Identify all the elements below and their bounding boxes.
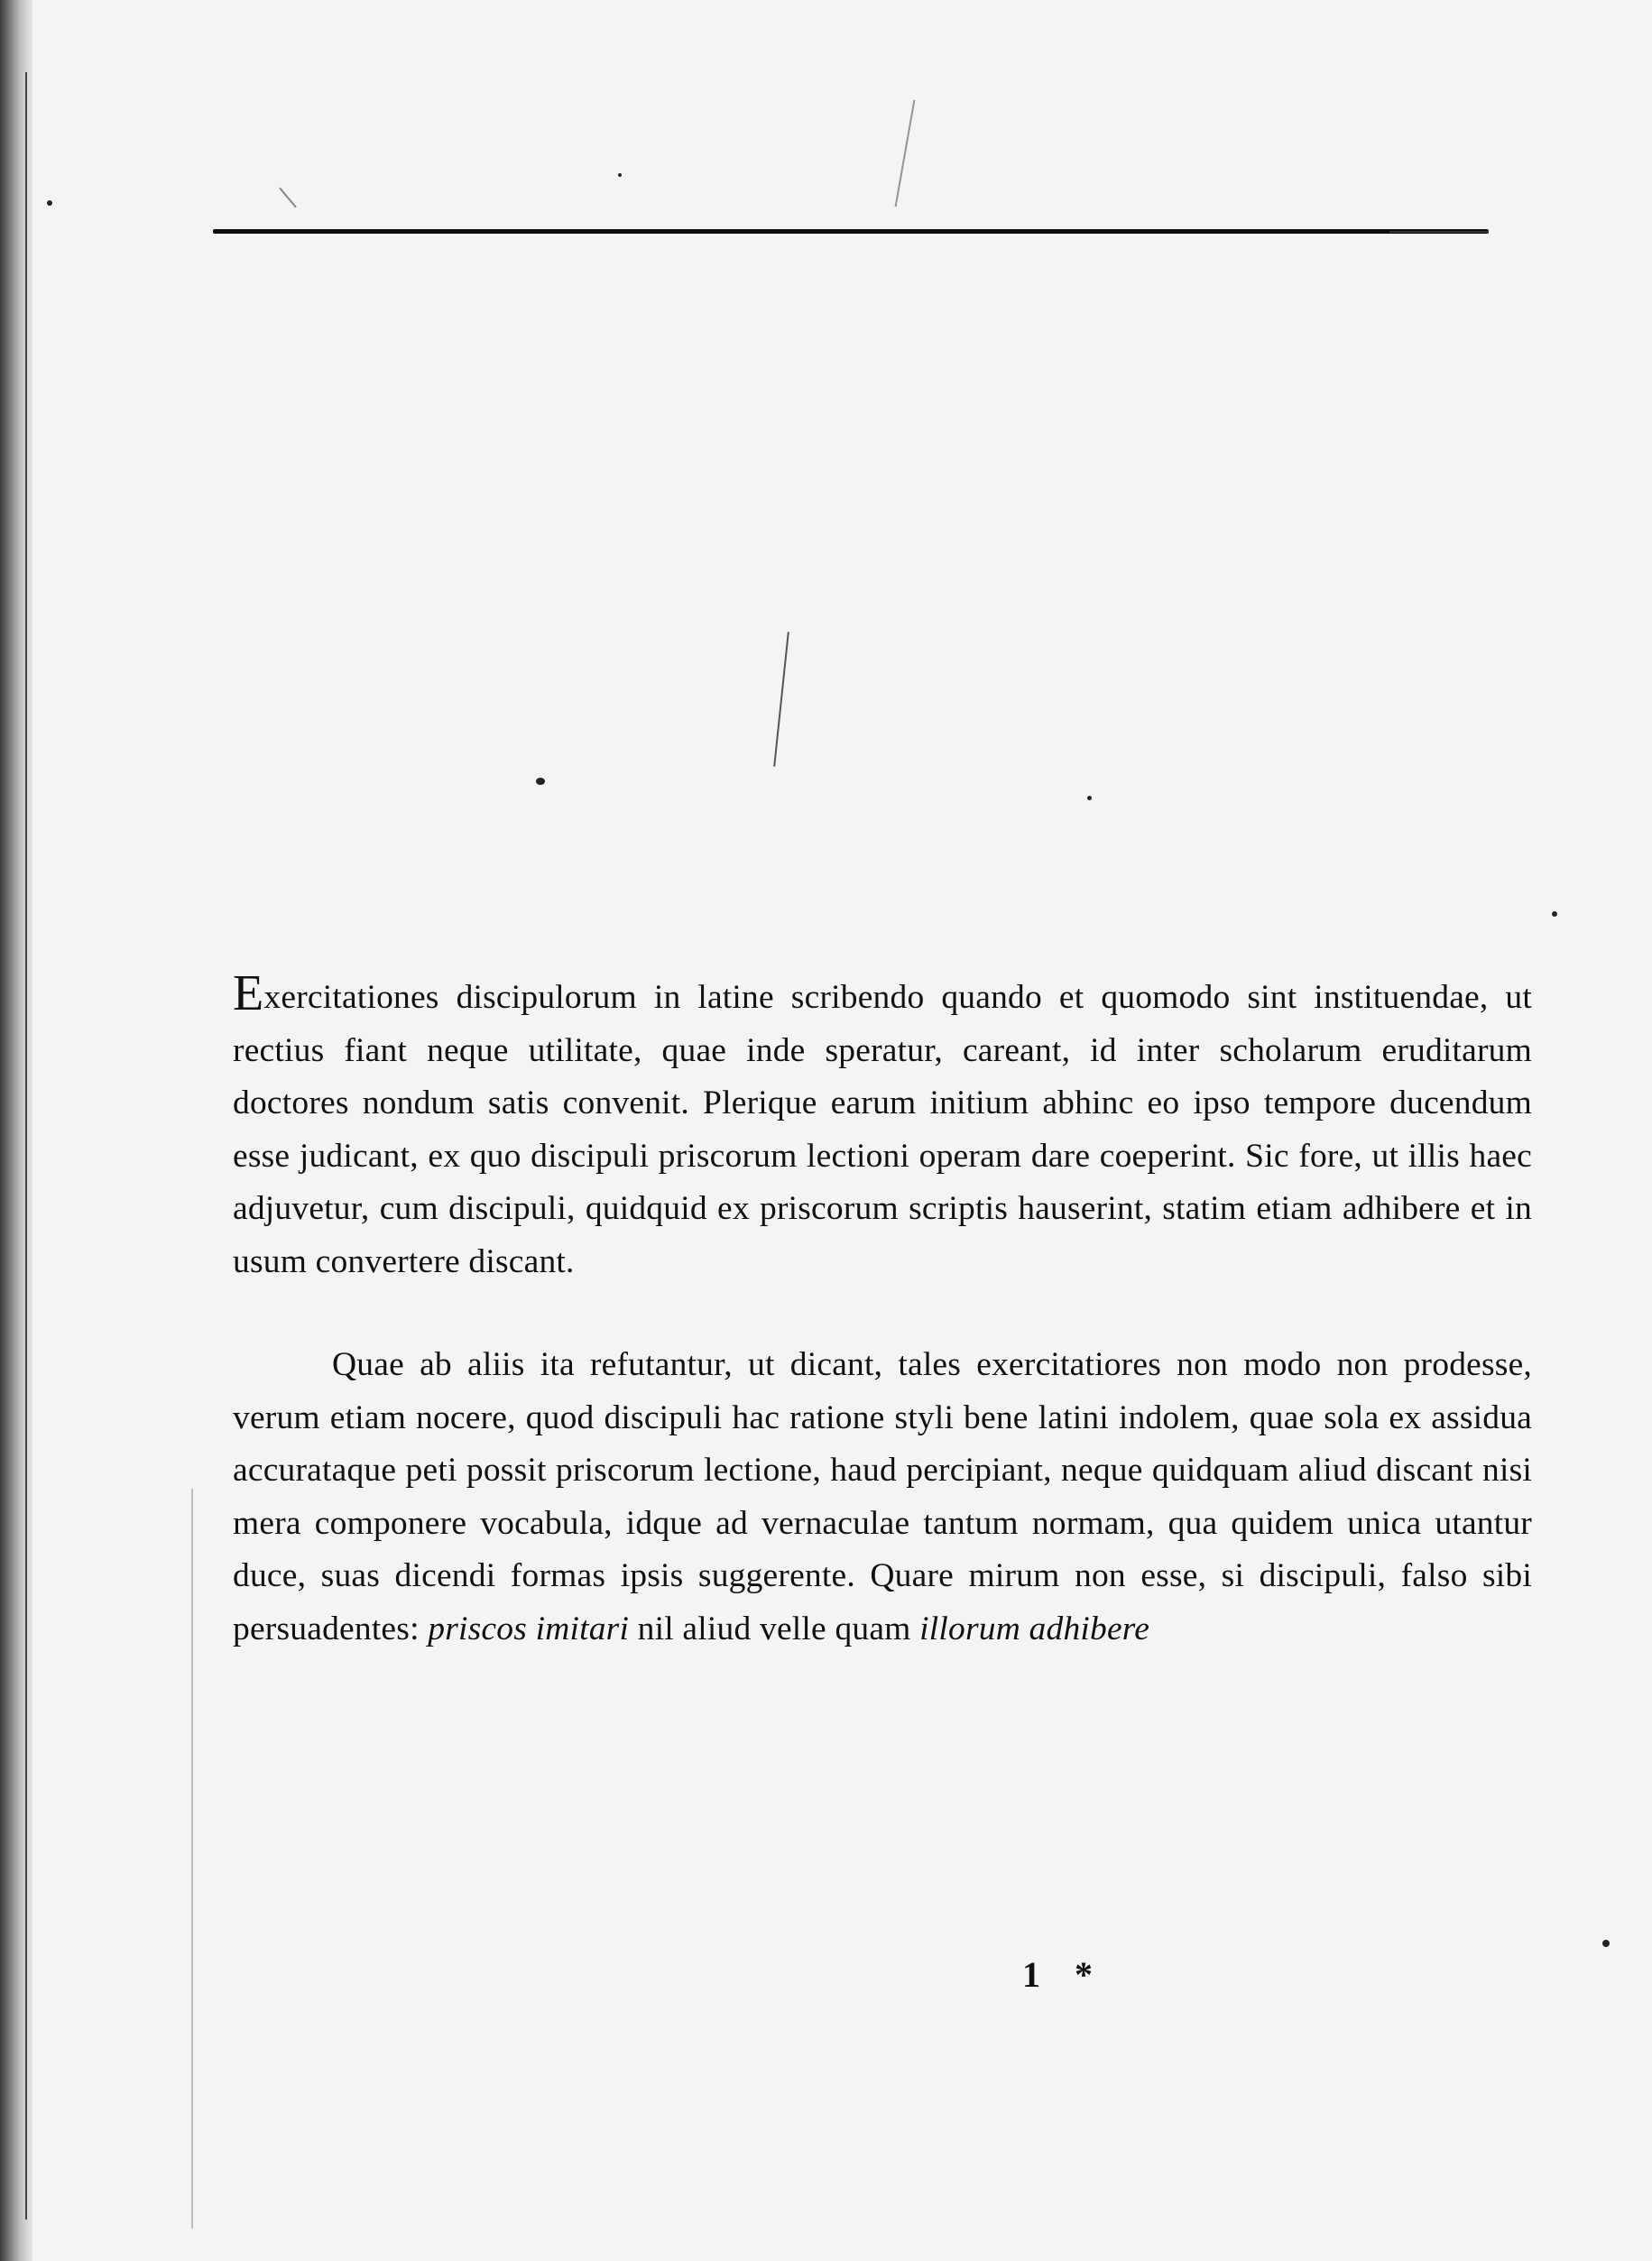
scan-speck: [618, 173, 622, 177]
paragraph-1: [233, 965, 1532, 1288]
scan-scratch: [773, 632, 789, 766]
scan-scratch: [895, 100, 916, 208]
signature-mark: 1 *: [1022, 1954, 1105, 1995]
paragraph-2-text-after: nil aliud velle quam: [629, 1610, 920, 1647]
scan-binding-edge: [0, 0, 32, 2261]
paragraph-1-text: xercitationes discipulorum in latine scribendo quando et quomodo sint instituendae, ut rectius fiant neque utilitate, quae inde speratur, careant, id inter scholarum eruditarum doctores nondum satis convenit. Plerique earum initium abhinc eo ipso tempore ducendum esse judicant, ex quo discipuli priscorum lectioni operam dare coeperint. Sic fore, ut illis haec adjuvetur, cum discipuli, quidquid ex priscorum scriptis hauserint, statim etiam adhibere et in usum convertere discant.: [233, 979, 1532, 1280]
scan-scratch: [191, 1489, 193, 2229]
scan-speck: [1552, 911, 1557, 917]
paragraph-2-italic-2: illorum adhibere: [919, 1610, 1150, 1647]
paragraph-2-text: Quae ab aliis ita refutantur, ut dicant, tales exercitatiores non modo non prodesse, verum etiam nocere, quod discipuli hac ratione styli bene latini indolem, quae sola ex assidua accurataque peti possit priscorum lectione, haud percipiant, neque quidquam aliud discant nisi mera componere vocabula, idque ad vernaculae tantum normam, qua quidem unica utantur duce, suas dicendi formas ipsis suggerente. Quare mirum non esse, si discipuli, falso sibi persuadentes:: [233, 1346, 1532, 1647]
scan-speck: [1602, 1940, 1610, 1947]
body-text: [233, 965, 1532, 1656]
header-rule-tail: [1389, 231, 1489, 233]
scan-speck: [47, 200, 52, 206]
scan-binding-line: [25, 72, 27, 2219]
scan-speck: [536, 778, 545, 785]
initial-capital: E: [233, 965, 264, 1021]
paragraph-2-italic-1: priscos imitari: [428, 1610, 630, 1647]
header-rule: [213, 229, 1489, 234]
scan-scratch: [279, 188, 297, 208]
paragraph-2: [233, 1339, 1532, 1656]
scan-speck: [1087, 796, 1092, 800]
